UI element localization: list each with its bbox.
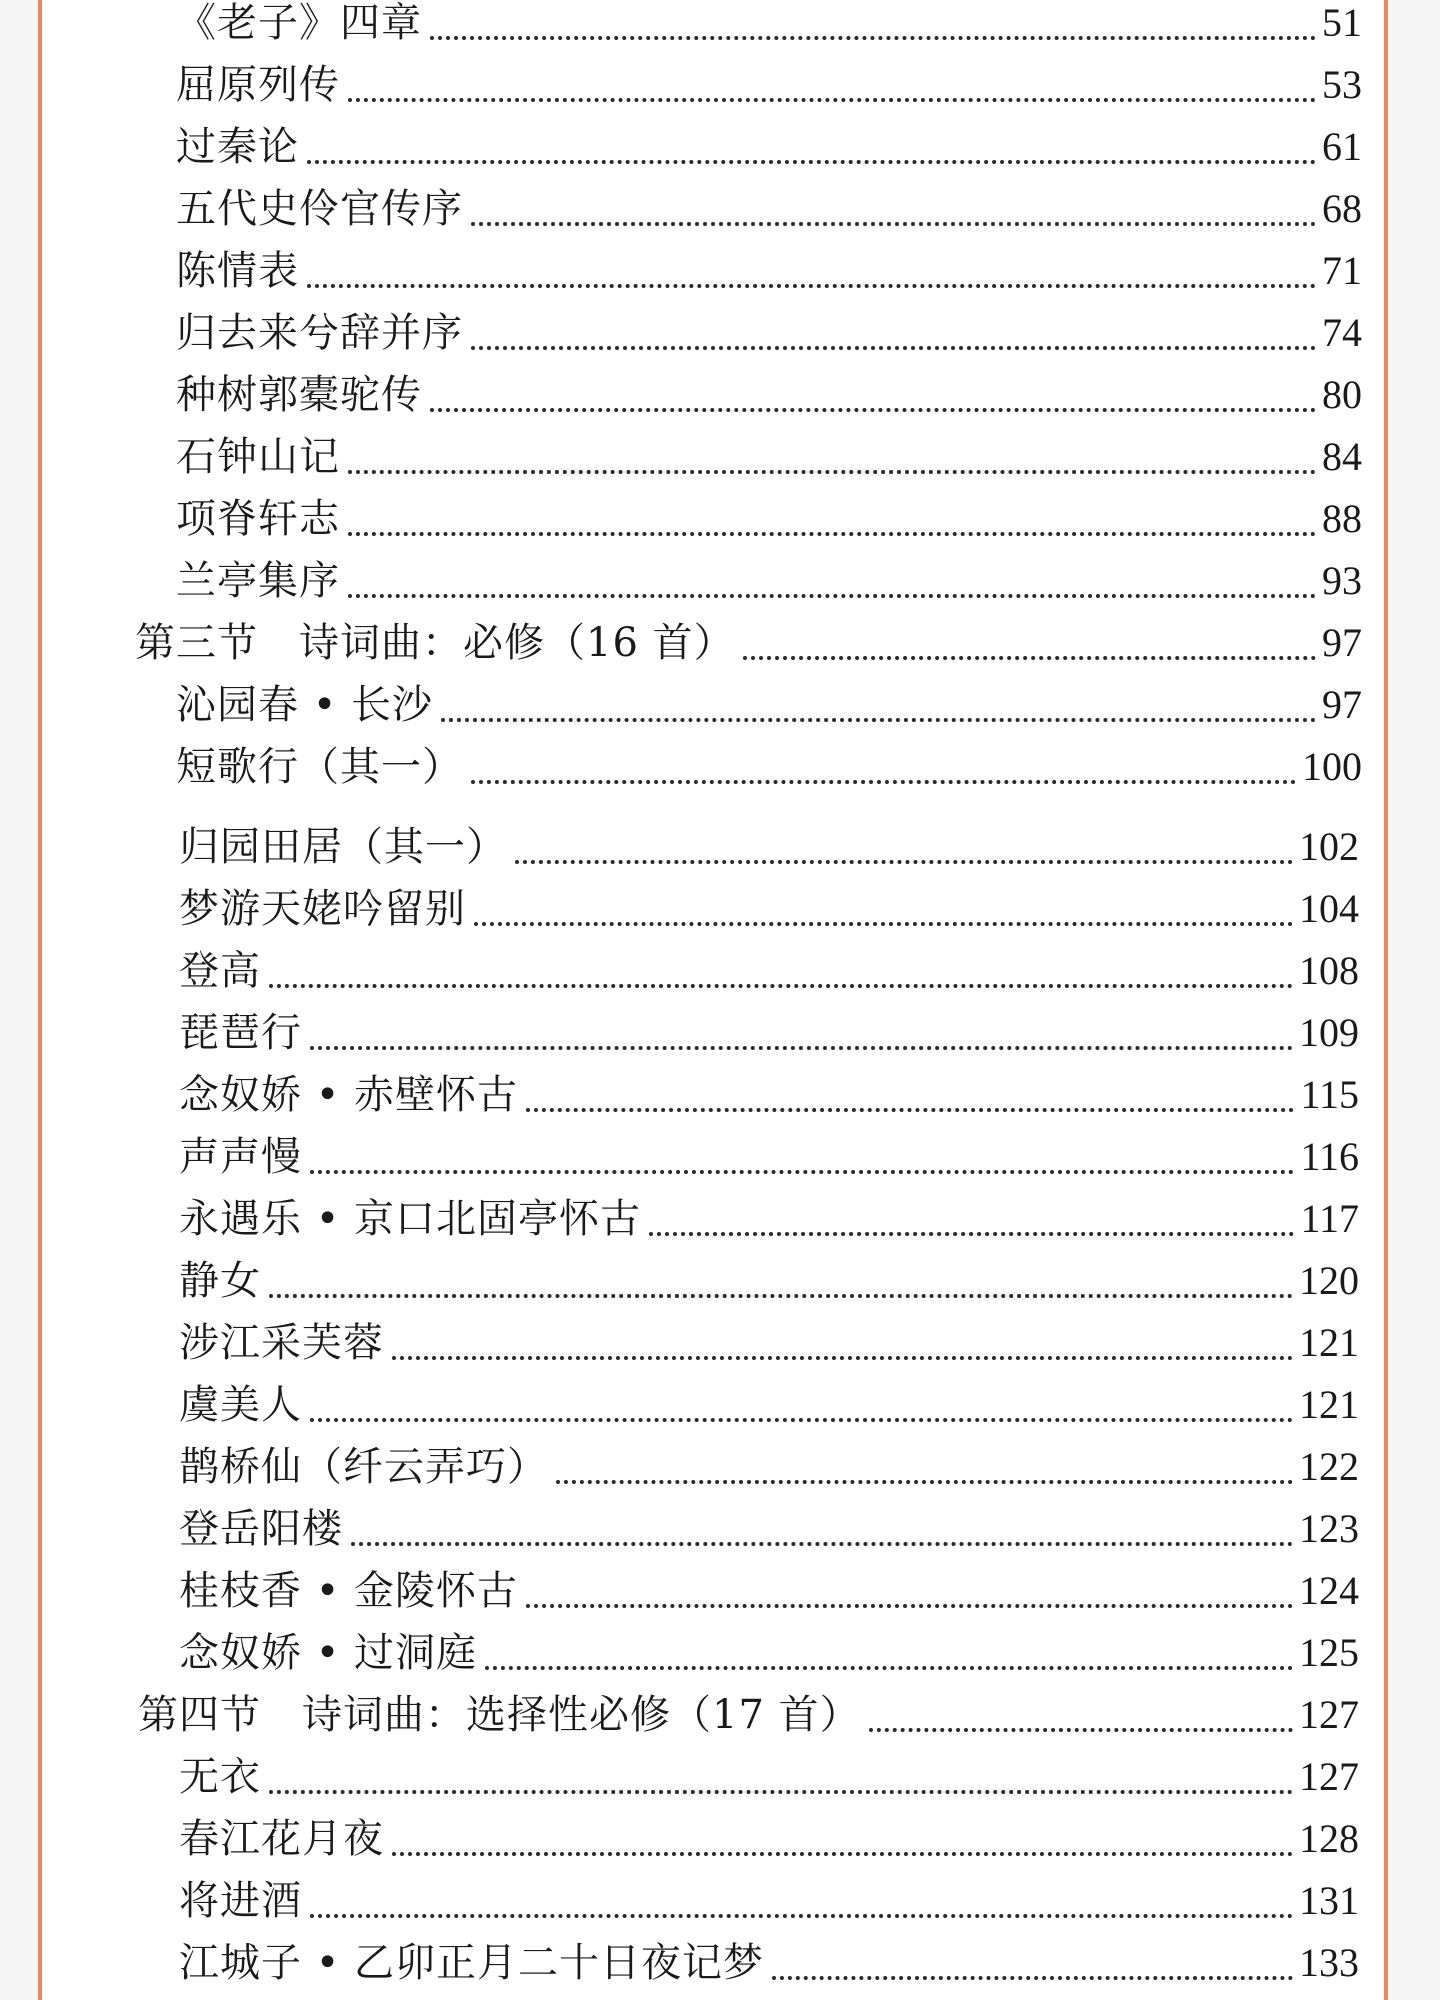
toc-entry[interactable] — [179, 1498, 1359, 1560]
toc-entry-page: 125 — [1299, 1630, 1359, 1675]
toc-entry-page: 117 — [1300, 1196, 1359, 1241]
toc-entry-page: 108 — [1299, 948, 1359, 993]
toc-entry-title: 鹊桥仙（纤云弄巧） — [179, 1444, 548, 1490]
toc-entry-title: 过秦论 — [176, 124, 299, 170]
toc-entry-title: 登高 — [179, 948, 261, 994]
toc-section-heading[interactable] — [138, 1684, 1359, 1746]
toc-entry-title: 陈情表 — [176, 248, 299, 294]
toc-entry-page: 133 — [1299, 1940, 1359, 1985]
toc-entry-title: 永遇乐 • 京口北固亭怀古 — [179, 1196, 642, 1242]
dot-leader — [348, 594, 1316, 598]
dot-leader — [526, 1604, 1293, 1608]
dot-leader — [526, 1108, 1294, 1112]
toc-entry[interactable] — [176, 240, 1362, 302]
toc-entry-title: 琵琶行 — [179, 1010, 302, 1056]
toc-entry-title: 归园田居（其一） — [179, 824, 507, 870]
toc-entry[interactable] — [179, 1808, 1359, 1870]
toc-entry-page: 84 — [1322, 434, 1362, 479]
toc-entry-title: 《老子》四章 — [176, 0, 422, 46]
toc-entry-page: 115 — [1300, 1072, 1359, 1117]
toc-entry[interactable] — [176, 488, 1362, 550]
toc-entry-page: 124 — [1299, 1568, 1359, 1613]
toc-entry-title: 项脊轩志 — [176, 496, 340, 542]
toc-entry[interactable] — [176, 364, 1362, 426]
toc-entry-page: 97 — [1322, 620, 1362, 665]
toc-entry[interactable] — [176, 426, 1362, 488]
toc-entry-page: 93 — [1322, 558, 1362, 603]
toc-entry[interactable] — [176, 550, 1362, 612]
toc-entry-page: 127 — [1299, 1692, 1359, 1737]
dot-leader — [430, 36, 1316, 40]
dot-leader — [430, 408, 1316, 412]
toc-entry-page: 104 — [1299, 886, 1359, 931]
toc-entry[interactable] — [176, 674, 1362, 736]
toc-entry[interactable] — [179, 1126, 1359, 1188]
toc-entry[interactable] — [179, 1002, 1359, 1064]
dot-leader — [310, 1046, 1293, 1050]
toc-entry-page: 102 — [1299, 824, 1359, 869]
toc-entry-title: 五代史伶官传序 — [176, 186, 463, 232]
toc-entry[interactable] — [179, 1436, 1359, 1498]
toc-entry-page: 121 — [1299, 1382, 1359, 1427]
toc-entry-page: 68 — [1322, 186, 1362, 231]
toc-section-title: 第四节 诗词曲：选择性必修（17 首） — [138, 1692, 861, 1738]
toc-entry-title: 念奴娇 • 赤壁怀古 — [179, 1072, 519, 1118]
toc-entry-page: 97 — [1322, 682, 1362, 727]
dot-leader — [869, 1728, 1293, 1732]
toc-entry-title: 无衣 — [179, 1754, 261, 1800]
dot-leader — [269, 984, 1293, 988]
toc-entry-title: 兰亭集序 — [176, 558, 340, 604]
toc-entry[interactable] — [176, 54, 1362, 116]
toc-entry[interactable] — [179, 1374, 1359, 1436]
dot-leader — [515, 860, 1293, 864]
toc-entry-page: 122 — [1299, 1444, 1359, 1489]
toc-entry[interactable] — [179, 1746, 1359, 1808]
dot-leader — [269, 1790, 1293, 1794]
toc-entry-page: 88 — [1322, 496, 1362, 541]
toc-entry-page: 127 — [1299, 1754, 1359, 1799]
toc-entry[interactable] — [179, 1560, 1359, 1622]
toc-entry-page: 128 — [1299, 1816, 1359, 1861]
toc-entry[interactable] — [179, 1312, 1359, 1374]
toc-entry[interactable] — [179, 1932, 1359, 1994]
toc-section-title: 第三节 诗词曲：必修（16 首） — [135, 620, 735, 666]
dot-leader — [471, 222, 1316, 226]
toc-entry-title: 梦游天姥吟留别 — [179, 886, 466, 932]
toc-entry-title: 涉江采芙蓉 — [179, 1320, 384, 1366]
dot-leader — [743, 656, 1316, 660]
toc-entry[interactable] — [179, 1622, 1359, 1684]
toc-entry[interactable] — [176, 0, 1362, 54]
dot-leader — [310, 1914, 1293, 1918]
toc-entry-page: 123 — [1299, 1506, 1359, 1551]
toc-entry-title: 春江花月夜 — [179, 1816, 384, 1862]
toc-entry-page: 71 — [1322, 248, 1362, 293]
toc-entry-page: 61 — [1322, 124, 1362, 169]
toc-entry-title: 石钟山记 — [176, 434, 340, 480]
dot-leader — [351, 1542, 1293, 1546]
dot-leader — [307, 160, 1316, 164]
toc-entry[interactable] — [179, 940, 1359, 1002]
toc-entry-title: 静女 — [179, 1258, 261, 1304]
toc-entry[interactable] — [179, 878, 1359, 940]
dot-leader — [471, 780, 1296, 784]
dot-leader — [441, 718, 1316, 722]
toc-entry[interactable] — [179, 1064, 1359, 1126]
toc-entry[interactable] — [179, 1188, 1359, 1250]
page-border-right — [1384, 0, 1388, 2000]
toc-entry[interactable] — [176, 302, 1362, 364]
toc-entry[interactable] — [179, 1250, 1359, 1312]
toc-entry-title: 沁园春 • 长沙 — [176, 682, 434, 728]
dot-leader — [348, 98, 1316, 102]
toc-entry-page: 116 — [1300, 1134, 1359, 1179]
dot-leader — [392, 1852, 1293, 1856]
toc-entry-title: 短歌行（其一） — [176, 744, 463, 790]
toc-entry-title: 屈原列传 — [176, 62, 340, 108]
toc-entry-page: 100 — [1302, 744, 1362, 789]
toc-entry-title: 声声慢 — [179, 1134, 302, 1180]
toc-entry-title: 归去来兮辞并序 — [176, 310, 463, 356]
dot-leader — [474, 922, 1293, 926]
dot-leader — [348, 470, 1316, 474]
toc-entry-title: 江城子 • 乙卯正月二十日夜记梦 — [179, 1940, 765, 1986]
toc-entry-page: 51 — [1322, 0, 1362, 45]
dot-leader — [471, 346, 1316, 350]
toc-entry-page: 74 — [1322, 310, 1362, 355]
dot-leader — [310, 1418, 1293, 1422]
dot-leader — [485, 1666, 1293, 1670]
toc-entry[interactable] — [179, 1870, 1359, 1932]
toc-entry-title: 登岳阳楼 — [179, 1506, 343, 1552]
toc-entry-page: 120 — [1299, 1258, 1359, 1303]
toc-entry-page: 80 — [1322, 372, 1362, 417]
toc-entry-page: 121 — [1299, 1320, 1359, 1365]
dot-leader — [649, 1232, 1294, 1236]
toc-entry-page: 131 — [1299, 1878, 1359, 1923]
toc-entry-page: 109 — [1299, 1010, 1359, 1055]
dot-leader — [348, 532, 1316, 536]
dot-leader — [556, 1480, 1293, 1484]
toc-entry[interactable] — [176, 736, 1362, 798]
dot-leader — [392, 1356, 1293, 1360]
toc-entry-title: 虞美人 — [179, 1382, 302, 1428]
toc-entry-title: 将进酒 — [179, 1878, 302, 1924]
toc-entry-title: 种树郭橐驼传 — [176, 372, 422, 418]
toc-entry[interactable] — [176, 178, 1362, 240]
dot-leader — [772, 1976, 1293, 1980]
toc-entry-title: 桂枝香 • 金陵怀古 — [179, 1568, 519, 1614]
toc-entry[interactable] — [179, 816, 1359, 878]
document-page — [42, 0, 1384, 2000]
toc-entry[interactable] — [176, 116, 1362, 178]
dot-leader — [310, 1170, 1294, 1174]
toc-entry-title: 念奴娇 • 过洞庭 — [179, 1630, 478, 1676]
toc-section-heading[interactable] — [135, 612, 1362, 674]
dot-leader — [307, 284, 1316, 288]
dot-leader — [269, 1294, 1293, 1298]
toc-entry-page: 53 — [1322, 62, 1362, 107]
